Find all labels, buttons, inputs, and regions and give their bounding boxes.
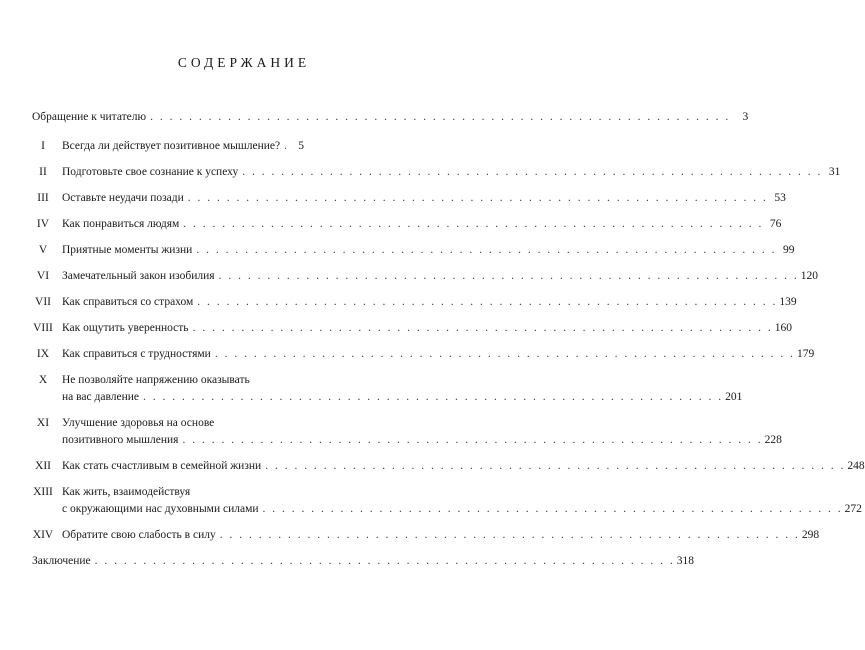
page-number: 120 (800, 270, 818, 282)
chapter-title: Как стать счастливым в семейной жизни (62, 460, 262, 472)
chapter-title: Замечательный закон изобилия (62, 270, 215, 282)
chapter-number: X (38, 374, 48, 386)
toc-entry (32, 415, 782, 449)
leader-dots: . . . . . . . . . . . . . . . . . . . . . . . . . . . . . . . . . . . . . . . . . . . . . . . . . . . . . . . . . . . . (242, 166, 823, 178)
page-number: 201 (725, 391, 743, 403)
page-number: 248 (847, 460, 865, 472)
toc-entry (32, 527, 820, 544)
leader-dots: . . . . . . . . . . . . . . . . . . . . . . . . . . . . . . . . . . . . . . . . . . . . . . . . . . . . . . . . . . . . (218, 270, 799, 282)
chapter-number: V (38, 244, 48, 256)
chapter-title: Как ощутить уверенность (62, 322, 189, 334)
chapter-number: XI (36, 417, 50, 429)
chapter-title: Приятные моменты жизни (62, 244, 193, 256)
page-number: 76 (769, 218, 782, 230)
toc-entry (32, 320, 792, 337)
chapter-title: Как справиться с трудностями (62, 348, 211, 360)
page-number: 139 (779, 296, 797, 308)
chapter-title: Как справиться со страхом (62, 296, 194, 308)
table-of-contents (32, 100, 865, 570)
chapter-title: Обращение к читателю (32, 111, 147, 123)
page-number: 31 (828, 166, 841, 178)
chapter-number: IV (36, 218, 50, 230)
page-number: 272 (844, 503, 862, 515)
page-number: 3 (742, 111, 749, 123)
chapter-title: Улучшение здоровья на основе (62, 417, 215, 429)
toc-entry (32, 294, 797, 311)
toc-entry (32, 268, 818, 285)
toc-entry (32, 458, 865, 475)
chapter-title: Не позволяйте напряжению оказывать (62, 374, 250, 386)
page-number: 228 (764, 434, 782, 446)
chapter-number: XIII (33, 486, 53, 498)
chapter-number: XIV (32, 529, 54, 541)
leader-dots (284, 138, 286, 155)
chapter-number: VIII (33, 322, 53, 334)
page-number: 5 (298, 140, 304, 152)
page-number: 99 (782, 244, 795, 256)
chapter-title: Обратите свою слабость в силу (62, 529, 216, 541)
page-title: СОДЕРЖАНИЕ (177, 55, 311, 70)
leader-dots: . . . . . . . . . . . . . . . . . . . . . . . . . . . . . . . . . . . . . . . . . . . . . . . . . . . . . . . . . . . . (150, 111, 731, 123)
chapter-number: VII (35, 296, 51, 308)
page-number: 53 (774, 192, 786, 204)
leader-dots: . . . . . . . . . . . . . . . . . . . . . . . . . . . . . . . . . . . . . . . . . . . . . . . . . . . . . . . . . . . . (214, 348, 795, 360)
toc-entry (32, 553, 695, 570)
toc-entry (32, 484, 862, 518)
leader-dots: . . . . . . . . . . . . . . . . . . . . . . . . . . . . . . . . . . . . . . . . . . . . . . . . . . . . . . . . . . . . (94, 555, 675, 567)
leader-dots: . . . . . . . . . . . . . . . . . . . . . . . . . . . . . . . . . . . . . . . . . . . . . . . . . . . . . . . . . . . . (197, 296, 778, 308)
leader-dots: . . . . . . . . . . . . . . . . . . . . . . . . . . . . . . . . . . . . . . . . . . . . . . . . . . . . . . . . . . . . (187, 192, 768, 204)
toc-entry (32, 109, 749, 126)
page-number: 318 (676, 555, 695, 567)
toc-entry (32, 190, 786, 207)
chapter-title: с окружающими нас духовными силами (62, 503, 259, 515)
toc-entry (32, 216, 782, 233)
chapter-number: II (39, 166, 47, 178)
chapter-title: позитивного мышления (62, 434, 179, 446)
toc-entry (32, 138, 304, 155)
chapter-title: Подготовьте свое сознание к успеху (62, 166, 239, 178)
page-number: 160 (774, 322, 792, 334)
leader-dots: . . . . . . . . . . . . . . . . . . . . . . . . . . . . . . . . . . . . . . . . . . . . . . . . . . . . . . . . . . . . (196, 244, 777, 256)
chapter-number: I (41, 140, 45, 152)
chapter-title: Как понравиться людям (62, 218, 180, 230)
chapter-title: Заключение (32, 555, 91, 567)
chapter-number: VI (36, 270, 50, 282)
page-number: 298 (801, 529, 820, 541)
chapter-title: Всегда ли действует позитивное мышление? (62, 140, 281, 152)
page-number: 179 (796, 348, 815, 360)
chapter-number: IX (36, 348, 50, 360)
toc-entry (32, 164, 841, 181)
leader-dots: . . . . . . . . . . . . . . . . . . . . . . . . . . . . . . . . . . . . . . . . . . . . . . . . . . . . . . . . . . . . (183, 218, 764, 230)
chapter-title: Как жить, взаимодействуя (62, 486, 191, 498)
toc-entry (32, 242, 795, 259)
leader-dots: . . . . . . . . . . . . . . . . . . . . . . . . . . . . . . . . . . . . . . . . . . . . . . . . . . . . . . . . . . . . (265, 460, 846, 472)
chapter-title: Оставьте неудачи позади (62, 192, 184, 204)
leader-dots: . . . . . . . . . . . . . . . . . . . . . . . . . . . . . . . . . . . . . . . . . . . . . . . . . . . . . . . . . . . . (182, 434, 763, 446)
leader-dots: . . . . . . . . . . . . . . . . . . . . . . . . . . . . . . . . . . . . . . . . . . . . . . . . . . . . . . . . . . . . (262, 503, 843, 515)
toc-entry (32, 372, 743, 406)
chapter-title: на вас давление (62, 391, 139, 403)
chapter-number: XII (35, 460, 51, 472)
leader-dots: . . . . . . . . . . . . . . . . . . . . . . . . . . . . . . . . . . . . . . . . . . . . . . . . . . . . . . . . . . . . (192, 322, 773, 334)
leader-dots: . . . . . . . . . . . . . . . . . . . . . . . . . . . . . . . . . . . . . . . . . . . . . . . . . . . . . . . . . . . . (143, 391, 724, 403)
toc-entry (32, 346, 815, 363)
chapter-number: III (37, 192, 49, 204)
leader-dots: . . . . . . . . . . . . . . . . . . . . . . . . . . . . . . . . . . . . . . . . . . . . . . . . . . . . . . . . . . . . (219, 529, 800, 541)
